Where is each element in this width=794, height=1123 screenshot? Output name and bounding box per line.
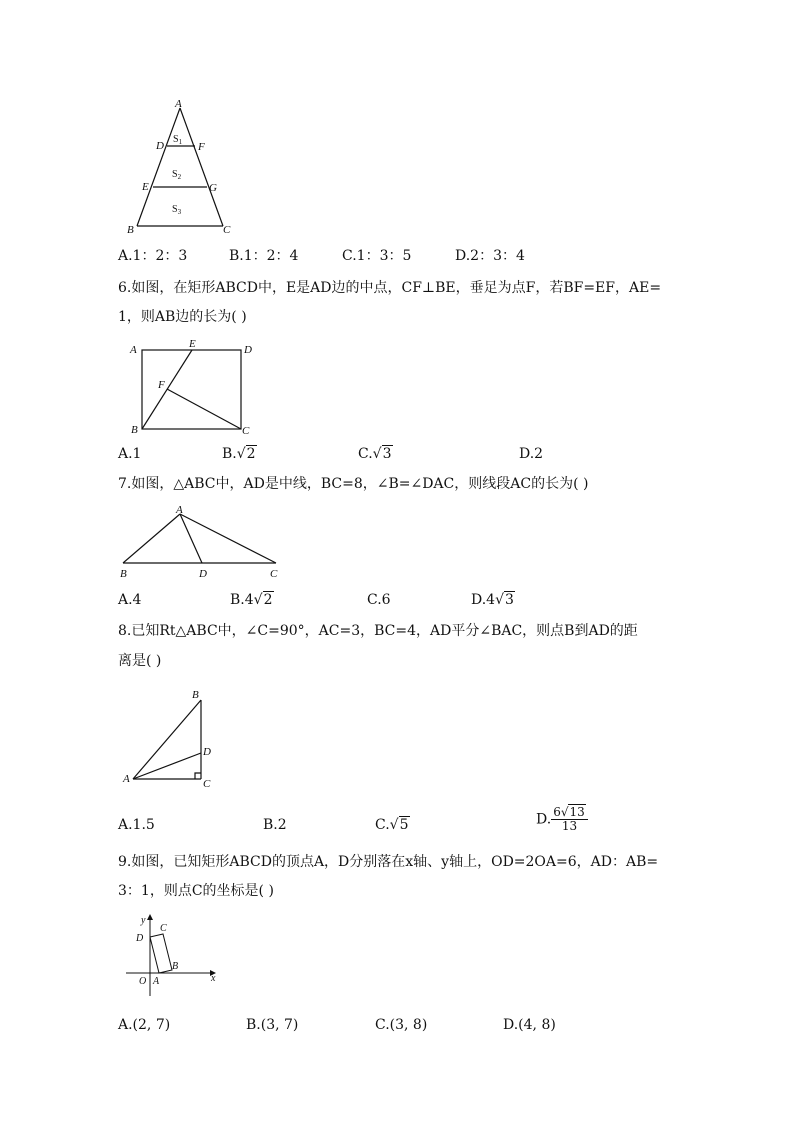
q5-option-a[interactable]: A.1：2：3 bbox=[118, 248, 188, 264]
q6-label-b: B bbox=[131, 424, 138, 436]
q6-figure bbox=[128, 338, 258, 438]
q7-option-d[interactable] bbox=[471, 590, 515, 610]
q5-label-c: C bbox=[223, 224, 231, 236]
q5-label-f: F bbox=[198, 141, 205, 153]
q9-stem-line2: 3：1，则点C的坐标是( ) bbox=[118, 883, 274, 899]
q9-label-b: B bbox=[172, 961, 179, 972]
svg-text:S2 bbox=[172, 169, 182, 181]
q7-label-d: D bbox=[199, 568, 207, 580]
q5-label-e: E bbox=[142, 181, 149, 193]
q5-label-s1: S bbox=[173, 134, 179, 145]
q7-median-ad bbox=[180, 514, 202, 563]
q5-label-s2: S bbox=[172, 169, 178, 180]
q6-option-d[interactable]: D.2 bbox=[519, 446, 544, 462]
q8-option-c-radicand: 5 bbox=[399, 817, 409, 833]
q8-label-d: D bbox=[203, 746, 211, 758]
q7-option-b-prefix: B.4 bbox=[230, 592, 254, 608]
radical-sign-icon: √ bbox=[236, 446, 246, 462]
svg-text:S3 bbox=[172, 204, 182, 216]
q5-label-d: D bbox=[156, 140, 164, 152]
q6-option-c[interactable] bbox=[358, 444, 393, 464]
q5-label-g: G bbox=[209, 182, 217, 194]
q6-label-e: E bbox=[189, 338, 196, 350]
q6-option-a[interactable]: A.1 bbox=[118, 446, 142, 462]
q7-option-b[interactable] bbox=[230, 590, 274, 610]
q5-label-s3-sub: 3 bbox=[177, 208, 182, 216]
q8-option-d-numerator-radicand: 13 bbox=[569, 805, 585, 819]
q5-label-b: B bbox=[127, 224, 134, 236]
radical-sign-icon: √ bbox=[495, 592, 505, 608]
q7-option-c[interactable]: C.6 bbox=[367, 592, 391, 608]
q6-label-a: A bbox=[130, 344, 137, 356]
y-axis-arrow-icon bbox=[147, 914, 153, 920]
q5-option-d[interactable]: D.2：3：4 bbox=[455, 248, 525, 264]
q8-option-d-fraction bbox=[551, 806, 588, 833]
q6-stem-line2: 1，则AB边的长为( ) bbox=[118, 309, 247, 325]
svg-text:S1 bbox=[173, 134, 183, 146]
q8-bisector-ad bbox=[133, 753, 201, 779]
q7-side-ab bbox=[123, 514, 180, 563]
q6-stem-line1: 6.如图，在矩形ABCD中，E是AD边的中点，CF⊥BE，垂足为点F，若BF=EF，AE= bbox=[118, 280, 662, 296]
q7-figure bbox=[116, 502, 286, 580]
q9-label-o: O bbox=[139, 976, 147, 987]
q8-option-c-prefix: C. bbox=[375, 817, 390, 833]
q9-option-a[interactable]: A.(2, 7) bbox=[118, 1017, 171, 1033]
q8-option-d-numerator-coef: 6 bbox=[553, 805, 561, 819]
q5-figure bbox=[110, 96, 240, 236]
q8-option-c[interactable] bbox=[375, 815, 410, 835]
q9-option-c[interactable]: C.(3, 8) bbox=[375, 1017, 428, 1033]
q8-option-d[interactable] bbox=[536, 806, 588, 833]
q6-option-b-prefix: B. bbox=[222, 446, 237, 462]
q9-option-b[interactable]: B.(3, 7) bbox=[246, 1017, 299, 1033]
q8-label-b: B bbox=[192, 689, 199, 701]
q5-option-b[interactable]: B.1：2：4 bbox=[229, 248, 299, 264]
radical-sign-icon: √ bbox=[253, 592, 263, 608]
q7-option-d-prefix: D.4 bbox=[471, 592, 496, 608]
q8-option-d-prefix: D. bbox=[536, 811, 552, 828]
q5-option-c[interactable]: C.1：3：5 bbox=[342, 248, 412, 264]
radical-sign-icon: √ bbox=[389, 817, 399, 833]
q9-option-d[interactable]: D.(4, 8) bbox=[503, 1017, 556, 1033]
q6-option-b[interactable] bbox=[222, 444, 257, 464]
q8-label-c: C bbox=[203, 778, 211, 790]
q7-side-ac bbox=[180, 514, 276, 563]
q9-label-d: D bbox=[136, 933, 144, 944]
q5-label-s1-sub: 1 bbox=[178, 138, 183, 146]
q9-label-a: A bbox=[153, 976, 160, 987]
q8-right-angle-mark bbox=[195, 773, 201, 779]
q9-label-y: y bbox=[141, 915, 146, 926]
q6-label-f: F bbox=[158, 379, 165, 391]
q7-option-b-radicand: 2 bbox=[263, 592, 273, 608]
q6-rectangle-abcd bbox=[142, 350, 241, 429]
q8-figure bbox=[118, 686, 218, 792]
q9-rectangle-abcd bbox=[150, 934, 172, 973]
q6-option-b-radicand: 2 bbox=[246, 446, 256, 462]
radical-sign-icon: √ bbox=[560, 805, 569, 819]
q9-label-c: C bbox=[160, 923, 167, 934]
radical-sign-icon: √ bbox=[372, 446, 382, 462]
q5-label-a: A bbox=[175, 98, 182, 110]
q8-stem-line2: 离是( ) bbox=[118, 653, 162, 669]
q7-option-a[interactable]: A.4 bbox=[118, 592, 142, 608]
q7-label-c: C bbox=[270, 568, 278, 580]
q8-option-d-denominator: 13 bbox=[561, 819, 578, 833]
q9-label-x: x bbox=[211, 973, 216, 984]
q6-option-c-prefix: C. bbox=[358, 446, 373, 462]
q5-label-s2-sub: 2 bbox=[177, 173, 182, 181]
q7-label-a: A bbox=[176, 504, 183, 516]
q9-figure bbox=[122, 912, 226, 998]
q7-stem-line1: 7.如图，△ABC中，AD是中线，BC=8，∠B=∠DAC，则线段AC的长为( ) bbox=[118, 476, 589, 492]
q8-label-a: A bbox=[123, 773, 130, 785]
q8-option-b[interactable]: B.2 bbox=[263, 817, 287, 833]
q8-stem-line1: 8.已知Rt△ABC中，∠C=90°，AC=3，BC=4，AD平分∠BAC，则点B到AD的距 bbox=[118, 623, 638, 639]
q7-label-b: B bbox=[120, 568, 127, 580]
q5-side-ac bbox=[177, 108, 223, 226]
q8-side-ab bbox=[133, 700, 201, 779]
q8-option-a[interactable]: A.1.5 bbox=[118, 817, 155, 833]
q7-option-d-radicand: 3 bbox=[505, 592, 514, 608]
q6-label-d: D bbox=[244, 344, 252, 356]
q9-stem-line1: 9.如图，已知矩形ABCD的顶点A，D分别落在x轴、y轴上，OD=2OA=6，AD：AB= bbox=[118, 854, 659, 870]
q6-label-c: C bbox=[242, 425, 250, 437]
q6-option-c-radicand: 3 bbox=[382, 446, 392, 462]
q6-segment-cf bbox=[167, 389, 241, 429]
q5-label-s3: S bbox=[172, 204, 178, 215]
